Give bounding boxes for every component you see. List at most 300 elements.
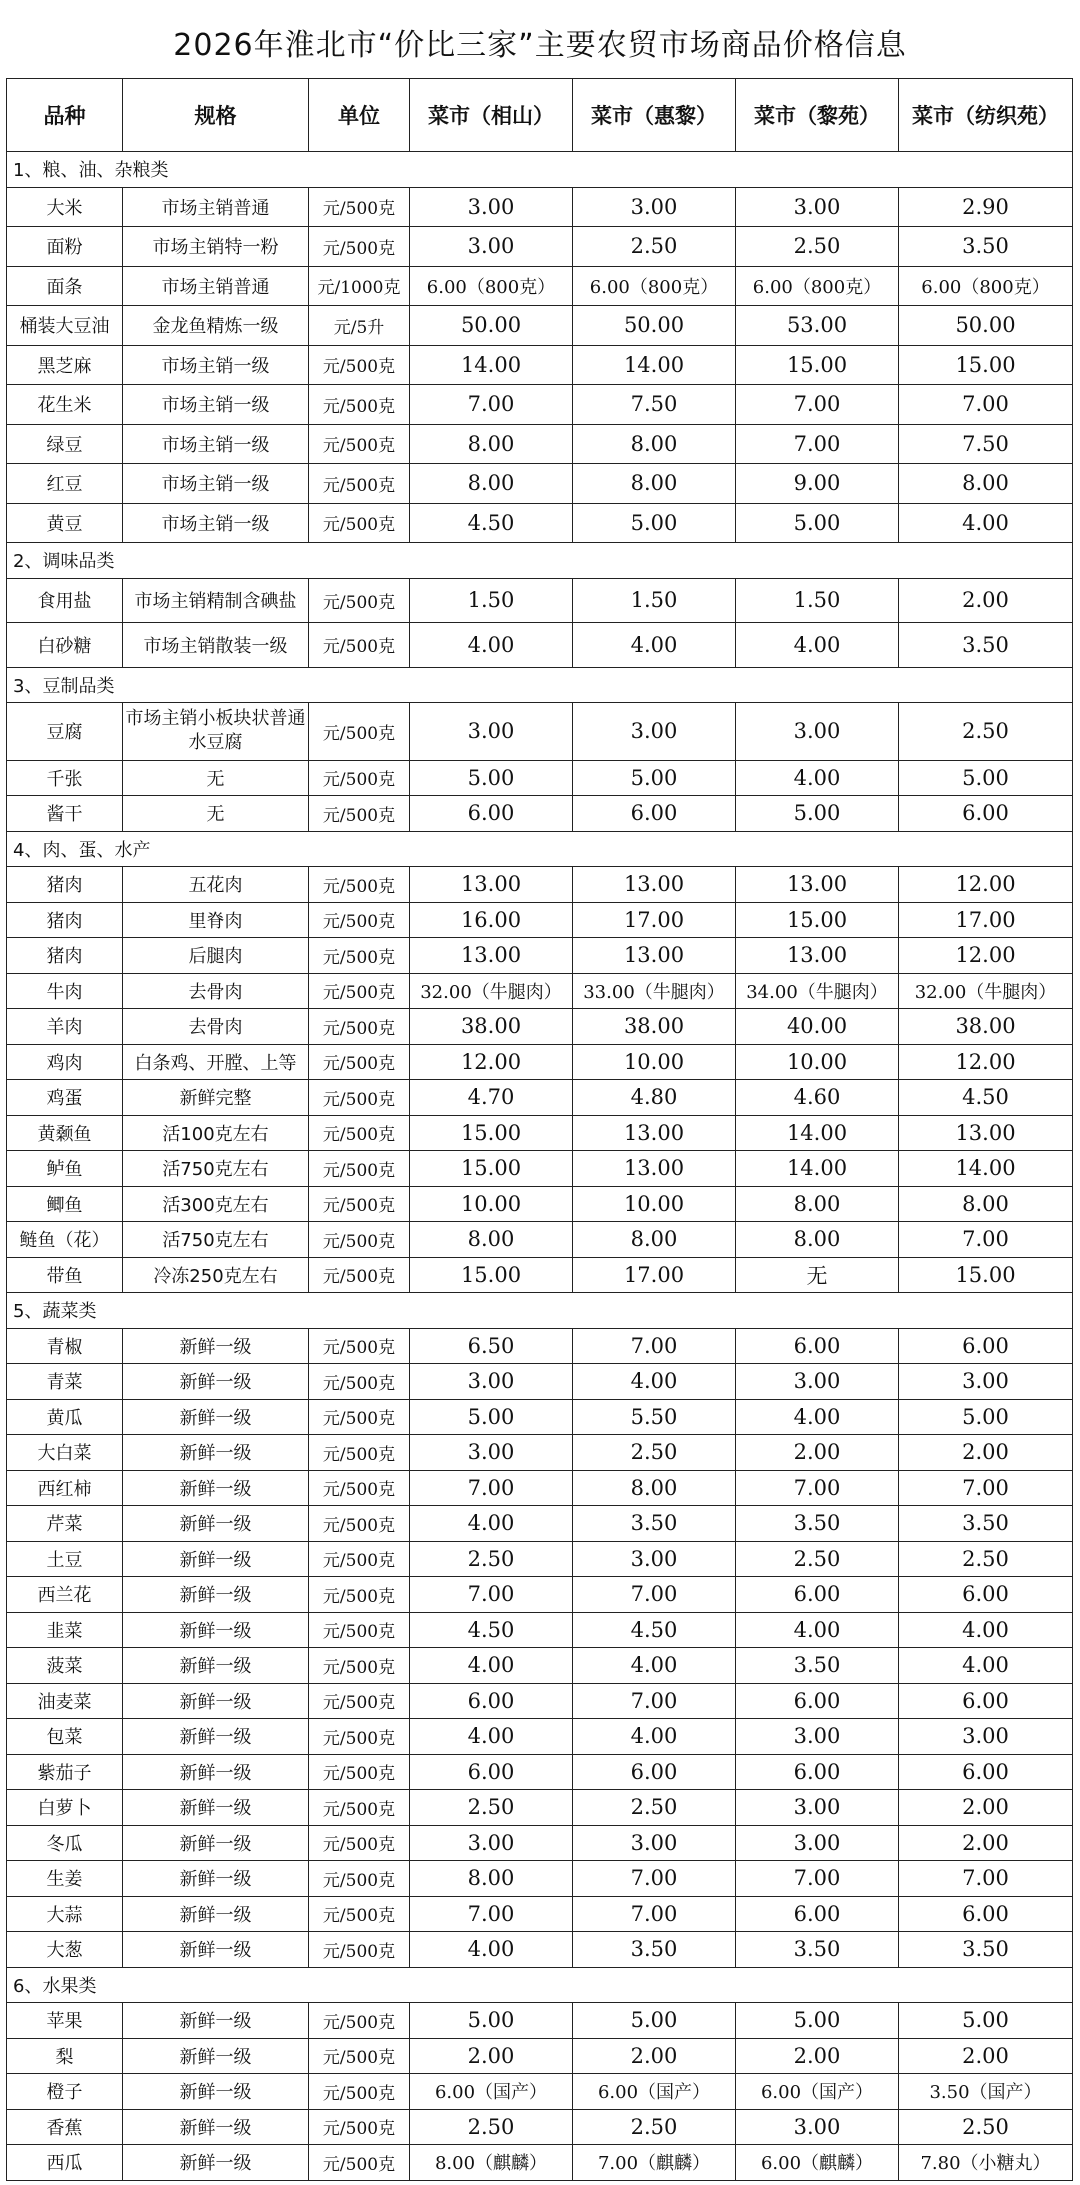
unit-cell: 元/500克 — [309, 1612, 410, 1648]
spec-cell: 新鲜一级 — [123, 1506, 309, 1542]
price-cell: 12.00 — [899, 867, 1073, 903]
price-cell: 4.00 — [573, 1364, 736, 1400]
variety-cell: 猪肉 — [7, 902, 123, 938]
variety-cell: 黄瓜 — [7, 1399, 123, 1435]
unit-cell: 元/500克 — [309, 385, 410, 425]
price-cell: 3.00 — [736, 703, 899, 761]
price-cell: 12.00 — [410, 1044, 573, 1080]
price-cell: 14.00 — [736, 1115, 899, 1151]
price-cell: 13.00 — [573, 1151, 736, 1187]
table-row — [7, 464, 1073, 504]
price-cell: 4.00 — [410, 1648, 573, 1684]
price-cell: 3.00 — [736, 1719, 899, 1755]
table-row — [7, 703, 1073, 761]
table-row — [7, 1754, 1073, 1790]
price-cell: 6.00 — [736, 1683, 899, 1719]
price-cell: 3.00 — [736, 187, 899, 227]
variety-cell: 菠菜 — [7, 1648, 123, 1684]
price-cell: 3.50 — [899, 1932, 1073, 1968]
variety-cell: 油麦菜 — [7, 1683, 123, 1719]
price-cell: 6.00（800克） — [899, 266, 1073, 306]
spec-cell: 五花肉 — [123, 867, 309, 903]
table-row — [7, 902, 1073, 938]
spec-cell: 冷冻250克左右 — [123, 1257, 309, 1293]
price-cell: 3.00 — [899, 1364, 1073, 1400]
variety-cell: 桶装大豆油 — [7, 306, 123, 346]
price-cell: 7.00 — [736, 1861, 899, 1897]
price-cell: 8.00 — [410, 1861, 573, 1897]
price-cell: 7.00 — [573, 1896, 736, 1932]
price-cell: 6.00（国产） — [410, 2074, 573, 2110]
category-label: 1、粮、油、杂粮类 — [7, 152, 1073, 188]
price-cell: 3.00 — [410, 187, 573, 227]
spec-cell: 活100克左右 — [123, 1115, 309, 1151]
price-cell: 2.50 — [410, 1541, 573, 1577]
table-row — [7, 2109, 1073, 2145]
spec-cell: 市场主销一级 — [123, 345, 309, 385]
variety-cell: 牛肉 — [7, 973, 123, 1009]
table-row — [7, 2003, 1073, 2039]
table-row — [7, 1577, 1073, 1613]
spec-cell: 新鲜一级 — [123, 1364, 309, 1400]
price-cell: 4.00 — [410, 1506, 573, 1542]
price-cell: 4.00 — [410, 1932, 573, 1968]
unit-cell: 元/500克 — [309, 1009, 410, 1045]
price-table — [6, 78, 1073, 2181]
price-cell: 3.50 — [573, 1506, 736, 1542]
price-cell: 53.00 — [736, 306, 899, 346]
price-cell: 6.00（800克） — [736, 266, 899, 306]
price-cell: 2.50 — [736, 1541, 899, 1577]
price-cell: 15.00 — [899, 1257, 1073, 1293]
variety-cell: 包菜 — [7, 1719, 123, 1755]
price-cell: 10.00 — [573, 1044, 736, 1080]
table-row — [7, 1009, 1073, 1045]
price-cell: 33.00（牛腿肉） — [573, 973, 736, 1009]
price-cell: 6.00（国产） — [736, 2074, 899, 2110]
table-row — [7, 796, 1073, 832]
table-row — [7, 1541, 1073, 1577]
spec-cell: 金龙鱼精炼一级 — [123, 306, 309, 346]
price-cell: 7.80（小糖丸） — [899, 2145, 1073, 2181]
variety-cell: 青菜 — [7, 1364, 123, 1400]
price-cell: 2.50 — [899, 703, 1073, 761]
price-cell: 6.00 — [410, 796, 573, 832]
category-label: 5、蔬菜类 — [7, 1293, 1073, 1329]
variety-cell: 带鱼 — [7, 1257, 123, 1293]
price-cell: 4.00 — [410, 623, 573, 668]
spec-cell: 新鲜一级 — [123, 1719, 309, 1755]
price-cell: 2.50 — [410, 2109, 573, 2145]
price-cell: 8.00 — [573, 424, 736, 464]
price-cell: 6.00 — [736, 1328, 899, 1364]
header-unit: 单位 — [309, 79, 410, 152]
price-cell: 2.50 — [573, 1435, 736, 1471]
table-row — [7, 1683, 1073, 1719]
price-cell: 5.50 — [573, 1399, 736, 1435]
table-row — [7, 1932, 1073, 1968]
spec-cell: 去骨肉 — [123, 1009, 309, 1045]
price-cell: 13.00 — [736, 938, 899, 974]
price-cell: 6.00 — [573, 796, 736, 832]
table-row — [7, 306, 1073, 346]
price-cell: 5.00 — [410, 760, 573, 796]
table-row — [7, 2145, 1073, 2181]
price-cell: 1.50 — [736, 578, 899, 623]
price-cell: 10.00 — [410, 1186, 573, 1222]
table-row — [7, 1115, 1073, 1151]
table-row — [7, 1257, 1073, 1293]
variety-cell: 猪肉 — [7, 938, 123, 974]
price-cell: 7.00（麒麟） — [573, 2145, 736, 2181]
variety-cell: 青椒 — [7, 1328, 123, 1364]
price-cell: 6.00（麒麟） — [736, 2145, 899, 2181]
price-cell: 8.00 — [899, 1186, 1073, 1222]
header-variety: 品种 — [7, 79, 123, 152]
table-row — [7, 1080, 1073, 1116]
table-row — [7, 1719, 1073, 1755]
variety-cell: 生姜 — [7, 1861, 123, 1897]
variety-cell: 土豆 — [7, 1541, 123, 1577]
category-label: 6、水果类 — [7, 1967, 1073, 2003]
table-row — [7, 187, 1073, 227]
table-row — [7, 1506, 1073, 1542]
unit-cell: 元/5升 — [309, 306, 410, 346]
price-cell: 8.00 — [899, 464, 1073, 504]
unit-cell: 元/500克 — [309, 2003, 410, 2039]
unit-cell: 元/500克 — [309, 1896, 410, 1932]
price-cell: 14.00 — [410, 345, 573, 385]
price-cell: 4.80 — [573, 1080, 736, 1116]
price-cell: 7.00 — [899, 1470, 1073, 1506]
price-cell: 5.00 — [899, 2003, 1073, 2039]
variety-cell: 豆腐 — [7, 703, 123, 761]
spec-cell: 市场主销一级 — [123, 503, 309, 543]
spec-cell: 新鲜一级 — [123, 2038, 309, 2074]
variety-cell: 韭菜 — [7, 1612, 123, 1648]
price-cell: 13.00 — [899, 1115, 1073, 1151]
category-row — [7, 543, 1073, 579]
price-cell: 5.00 — [410, 2003, 573, 2039]
spec-cell: 市场主销一级 — [123, 464, 309, 504]
table-row — [7, 2074, 1073, 2110]
variety-cell: 鲢鱼（花） — [7, 1222, 123, 1258]
unit-cell: 元/500克 — [309, 1825, 410, 1861]
price-cell: 2.00 — [573, 2038, 736, 2074]
price-cell: 6.00 — [736, 1754, 899, 1790]
unit-cell: 元/500克 — [309, 1470, 410, 1506]
price-cell: 7.00 — [410, 1470, 573, 1506]
variety-cell: 白萝卜 — [7, 1790, 123, 1826]
variety-cell: 大葱 — [7, 1932, 123, 1968]
spec-cell: 市场主销精制含碘盐 — [123, 578, 309, 623]
table-body — [7, 152, 1073, 2181]
price-cell: 1.50 — [410, 578, 573, 623]
price-cell: 4.00 — [736, 623, 899, 668]
variety-cell: 食用盐 — [7, 578, 123, 623]
price-cell: 17.00 — [573, 1257, 736, 1293]
spec-cell: 新鲜一级 — [123, 1861, 309, 1897]
unit-cell: 元/500克 — [309, 1115, 410, 1151]
price-cell: 3.00 — [573, 703, 736, 761]
price-cell: 7.00 — [736, 1470, 899, 1506]
price-cell: 3.50 — [899, 623, 1073, 668]
price-cell: 3.00 — [736, 1790, 899, 1826]
price-cell: 3.50 — [899, 227, 1073, 267]
price-cell: 5.00 — [410, 1399, 573, 1435]
table-row — [7, 1328, 1073, 1364]
variety-cell: 白砂糖 — [7, 623, 123, 668]
spec-cell: 里脊肉 — [123, 902, 309, 938]
variety-cell: 鸡肉 — [7, 1044, 123, 1080]
price-cell: 2.50 — [573, 1790, 736, 1826]
table-row — [7, 1151, 1073, 1187]
price-cell: 4.50 — [410, 503, 573, 543]
table-row — [7, 1648, 1073, 1684]
unit-cell: 元/500克 — [309, 973, 410, 1009]
table-row — [7, 1435, 1073, 1471]
category-row — [7, 831, 1073, 867]
price-cell: 3.00 — [899, 1719, 1073, 1755]
price-cell: 4.50 — [899, 1080, 1073, 1116]
price-cell: 7.00 — [899, 1222, 1073, 1258]
price-cell: 6.00（国产） — [573, 2074, 736, 2110]
price-cell: 9.00 — [736, 464, 899, 504]
table-row — [7, 385, 1073, 425]
price-cell: 8.00 — [410, 424, 573, 464]
spec-cell: 新鲜一级 — [123, 2074, 309, 2110]
spec-cell: 新鲜一级 — [123, 1825, 309, 1861]
price-cell: 2.50 — [410, 1790, 573, 1826]
spec-cell: 市场主销小板块状普通水豆腐 — [123, 703, 309, 761]
price-cell: 2.50 — [899, 1541, 1073, 1577]
price-cell: 4.00 — [410, 1719, 573, 1755]
variety-cell: 羊肉 — [7, 1009, 123, 1045]
price-cell: 6.00 — [899, 796, 1073, 832]
header-row — [7, 79, 1073, 152]
price-cell: 13.00 — [573, 867, 736, 903]
spec-cell: 新鲜一级 — [123, 1541, 309, 1577]
variety-cell: 西瓜 — [7, 2145, 123, 2181]
unit-cell: 元/500克 — [309, 1399, 410, 1435]
price-cell: 12.00 — [899, 1044, 1073, 1080]
spec-cell: 新鲜一级 — [123, 1754, 309, 1790]
price-cell: 7.00 — [573, 1861, 736, 1897]
price-cell: 6.00 — [410, 1683, 573, 1719]
spec-cell: 新鲜一级 — [123, 1470, 309, 1506]
price-cell: 5.00 — [573, 503, 736, 543]
price-cell: 无 — [736, 1257, 899, 1293]
variety-cell: 酱干 — [7, 796, 123, 832]
price-cell: 4.00 — [899, 1612, 1073, 1648]
price-cell: 6.00（800克） — [410, 266, 573, 306]
price-cell: 17.00 — [899, 902, 1073, 938]
price-cell: 4.60 — [736, 1080, 899, 1116]
spec-cell: 市场主销一级 — [123, 424, 309, 464]
unit-cell: 元/500克 — [309, 1257, 410, 1293]
price-cell: 16.00 — [410, 902, 573, 938]
variety-cell: 黄颡鱼 — [7, 1115, 123, 1151]
unit-cell: 元/500克 — [309, 1861, 410, 1897]
spec-cell: 活750克左右 — [123, 1151, 309, 1187]
unit-cell: 元/500克 — [309, 1364, 410, 1400]
price-cell: 8.00（麒麟） — [410, 2145, 573, 2181]
table-row — [7, 1470, 1073, 1506]
table-row — [7, 1364, 1073, 1400]
price-cell: 6.00 — [899, 1683, 1073, 1719]
category-label: 4、肉、蛋、水产 — [7, 831, 1073, 867]
spec-cell: 活300克左右 — [123, 1186, 309, 1222]
price-cell: 7.00 — [410, 1896, 573, 1932]
price-cell: 2.00 — [899, 2038, 1073, 2074]
spec-cell: 市场主销特一粉 — [123, 227, 309, 267]
unit-cell: 元/500克 — [309, 1754, 410, 1790]
price-cell: 4.00 — [899, 503, 1073, 543]
price-cell: 6.00 — [899, 1896, 1073, 1932]
variety-cell: 猪肉 — [7, 867, 123, 903]
price-cell: 4.00 — [573, 623, 736, 668]
unit-cell: 元/500克 — [309, 1577, 410, 1613]
table-row — [7, 578, 1073, 623]
price-cell: 3.00 — [573, 187, 736, 227]
header-market-liyuan: 菜市（黎苑） — [736, 79, 899, 152]
price-cell: 6.00 — [410, 1754, 573, 1790]
unit-cell: 元/500克 — [309, 464, 410, 504]
price-cell: 3.00 — [736, 2109, 899, 2145]
price-cell: 14.00 — [899, 1151, 1073, 1187]
price-cell: 32.00（牛腿肉） — [899, 973, 1073, 1009]
variety-cell: 红豆 — [7, 464, 123, 504]
price-cell: 1.50 — [573, 578, 736, 623]
unit-cell: 元/500克 — [309, 760, 410, 796]
table-row — [7, 345, 1073, 385]
price-cell: 13.00 — [410, 867, 573, 903]
spec-cell: 新鲜一级 — [123, 1399, 309, 1435]
price-cell: 13.00 — [410, 938, 573, 974]
spec-cell: 新鲜一级 — [123, 1648, 309, 1684]
price-cell: 7.00 — [410, 385, 573, 425]
price-cell: 4.00 — [736, 1399, 899, 1435]
category-row — [7, 152, 1073, 188]
unit-cell: 元/500克 — [309, 1541, 410, 1577]
variety-cell: 千张 — [7, 760, 123, 796]
unit-cell: 元/500克 — [309, 938, 410, 974]
unit-cell: 元/500克 — [309, 345, 410, 385]
category-row — [7, 1293, 1073, 1329]
table-row — [7, 867, 1073, 903]
unit-cell: 元/500克 — [309, 1683, 410, 1719]
price-cell: 2.00 — [899, 1825, 1073, 1861]
variety-cell: 西兰花 — [7, 1577, 123, 1613]
table-row — [7, 227, 1073, 267]
spec-cell: 新鲜一级 — [123, 1932, 309, 1968]
price-cell: 8.00 — [736, 1222, 899, 1258]
spec-cell: 白条鸡、开膛、上等 — [123, 1044, 309, 1080]
price-cell: 15.00 — [736, 902, 899, 938]
table-row — [7, 1896, 1073, 1932]
category-label: 3、豆制品类 — [7, 667, 1073, 703]
variety-cell: 花生米 — [7, 385, 123, 425]
unit-cell: 元/500克 — [309, 1790, 410, 1826]
price-cell: 7.00 — [573, 1683, 736, 1719]
price-cell: 7.00 — [573, 1577, 736, 1613]
table-row — [7, 1612, 1073, 1648]
spec-cell: 市场主销散装一级 — [123, 623, 309, 668]
category-row — [7, 667, 1073, 703]
unit-cell: 元/500克 — [309, 623, 410, 668]
price-cell: 3.00 — [736, 1364, 899, 1400]
price-cell: 32.00（牛腿肉） — [410, 973, 573, 1009]
price-cell: 2.00 — [899, 1435, 1073, 1471]
variety-cell: 芹菜 — [7, 1506, 123, 1542]
price-cell: 8.00 — [573, 1470, 736, 1506]
variety-cell: 面粉 — [7, 227, 123, 267]
spec-cell: 新鲜一级 — [123, 2109, 309, 2145]
price-cell: 3.50 — [899, 1506, 1073, 1542]
unit-cell: 元/500克 — [309, 1435, 410, 1471]
spec-cell: 新鲜一级 — [123, 2145, 309, 2181]
unit-cell: 元/500克 — [309, 424, 410, 464]
price-cell: 8.00 — [573, 464, 736, 504]
variety-cell: 苹果 — [7, 2003, 123, 2039]
unit-cell: 元/500克 — [309, 578, 410, 623]
table-row — [7, 1044, 1073, 1080]
price-cell: 3.00 — [573, 1541, 736, 1577]
price-cell: 4.00 — [736, 760, 899, 796]
price-cell: 6.00 — [736, 1896, 899, 1932]
unit-cell: 元/500克 — [309, 1222, 410, 1258]
price-cell: 2.50 — [573, 2109, 736, 2145]
price-cell: 3.00 — [410, 227, 573, 267]
spec-cell: 新鲜一级 — [123, 1577, 309, 1613]
unit-cell: 元/500克 — [309, 1719, 410, 1755]
header-market-huili: 菜市（惠黎） — [573, 79, 736, 152]
price-cell: 8.00 — [410, 1222, 573, 1258]
price-cell: 4.70 — [410, 1080, 573, 1116]
price-cell: 6.00 — [899, 1754, 1073, 1790]
spec-cell: 市场主销一级 — [123, 385, 309, 425]
price-cell: 2.50 — [899, 2109, 1073, 2145]
table-row — [7, 1222, 1073, 1258]
price-cell: 7.00 — [736, 385, 899, 425]
table-row — [7, 760, 1073, 796]
table-row — [7, 1790, 1073, 1826]
price-cell: 3.00 — [573, 1825, 736, 1861]
price-cell: 3.50 — [736, 1932, 899, 1968]
price-cell: 7.50 — [899, 424, 1073, 464]
price-cell: 15.00 — [410, 1115, 573, 1151]
price-cell: 12.00 — [899, 938, 1073, 974]
variety-cell: 橙子 — [7, 2074, 123, 2110]
price-cell: 3.50（国产） — [899, 2074, 1073, 2110]
table-row — [7, 266, 1073, 306]
price-cell: 38.00 — [410, 1009, 573, 1045]
table-row — [7, 1825, 1073, 1861]
header-spec: 规格 — [123, 79, 309, 152]
unit-cell: 元/500克 — [309, 1151, 410, 1187]
unit-cell: 元/500克 — [309, 1044, 410, 1080]
variety-cell: 面条 — [7, 266, 123, 306]
category-row — [7, 1967, 1073, 2003]
price-cell: 2.00 — [736, 1435, 899, 1471]
unit-cell: 元/500克 — [309, 2145, 410, 2181]
price-cell: 6.00 — [899, 1577, 1073, 1613]
price-cell: 7.00 — [899, 1861, 1073, 1897]
price-cell: 3.00 — [410, 1364, 573, 1400]
variety-cell: 鲈鱼 — [7, 1151, 123, 1187]
table-row — [7, 1861, 1073, 1897]
category-label: 2、调味品类 — [7, 543, 1073, 579]
